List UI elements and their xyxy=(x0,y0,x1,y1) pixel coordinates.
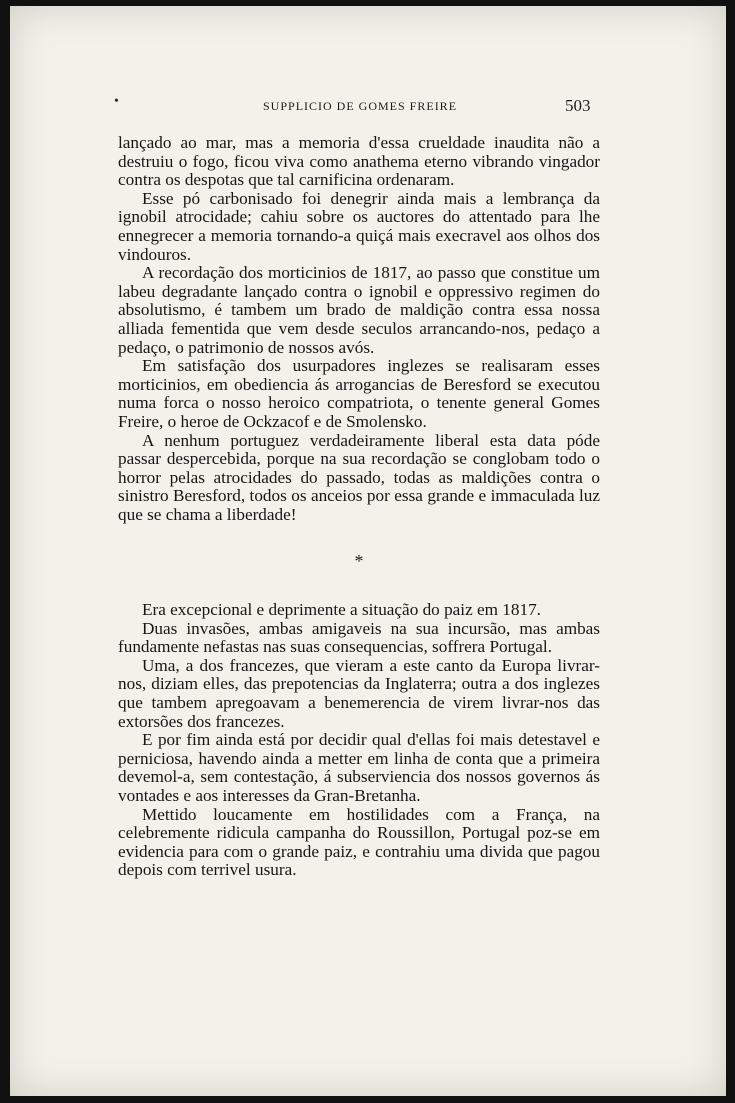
paragraph: Em satisfação dos usurpadores inglezes se realisaram esses morticinios, em obediencia ás arrogancias de Beresford se executou numa forca o nosso heroico compatriota, o tenente general Gomes Freire, o heroe de Ockzacof e de Smolensko. xyxy=(118,356,600,431)
page-number: 503 xyxy=(565,96,591,115)
paragraph: Mettido loucamente em hostilidades com a França, na celebremente ridicula campanha do Roussillon, Portugal poz-se em evidencia para com o grande paiz, e contrahiu uma divida que pagou depois com terrivel usura. xyxy=(118,804,600,880)
book-page xyxy=(10,6,726,1096)
paragraph: Duas invasões, ambas amigaveis na sua incursão, mas ambas fundamente nefastas nas suas consequencias, soffrera Portugal. xyxy=(118,618,600,657)
paragraph: lançado ao mar, mas a memoria d'essa crueldade inaudita não a destruiu o fogo, ficou viva como anathema eterno vibrando vingador contra os despotas que tal carnificina ordenaram. xyxy=(118,133,600,190)
paragraph: Esse pó carbonisado foi denegrir ainda mais a lembrança da ignobil atrocidade; cahiu sobre os auctores do attentado para lhe ennegrecer a memoria tornando-a quiçá mais execravel aos olhos dos vindouros. xyxy=(118,188,600,264)
running-title: SUPPLICIO DE GOMES FREIRE xyxy=(263,99,458,113)
paragraph: Uma, a dos francezes, que vieram a este canto da Europa livrar-nos, diziam elles, das prepotencias da Inglaterra; outra a dos inglezes que tambem apregoavam a benemerencia de virem livrar-nos das extorsões dos francezes. xyxy=(118,655,600,731)
body-text xyxy=(118,134,600,880)
paragraph: A recordação dos morticinios de 1817, ao passo que constitue um labeu degradante lançado contra o ignobil e oppressivo regimen do absolutismo, é tambem um brado de maldição contra essa nossa alliada fementida que vem desde seculos arrancando-nos, pedaço a pedaço, o patrimonio de nossos avós. xyxy=(118,263,600,357)
paragraph: E por fim ainda está por decidir qual d'ellas foi mais detestavel e perniciosa, havendo ainda a metter em linha de conta que a primeira devemol-a, sem contestação, á subserviencia dos nossos governos ás vontades e aos interesses da Gran-Bretanha. xyxy=(118,730,600,805)
paragraph: A nenhum portuguez verdadeiramente liberal esta data póde passar despercebida, porque na sua recordação se conglobam todo o horror pelas atrocidades do passado, todas as maldições contra o sinistro Beresford, todos os anceios por essa grande e immaculada luz que se chama a liberdade! xyxy=(118,430,600,524)
section-separator: * xyxy=(354,551,364,572)
paragraph: Era excepcional e deprimente a situação do paiz em 1817. xyxy=(142,600,541,620)
stray-ink-mark: • xyxy=(114,94,119,109)
